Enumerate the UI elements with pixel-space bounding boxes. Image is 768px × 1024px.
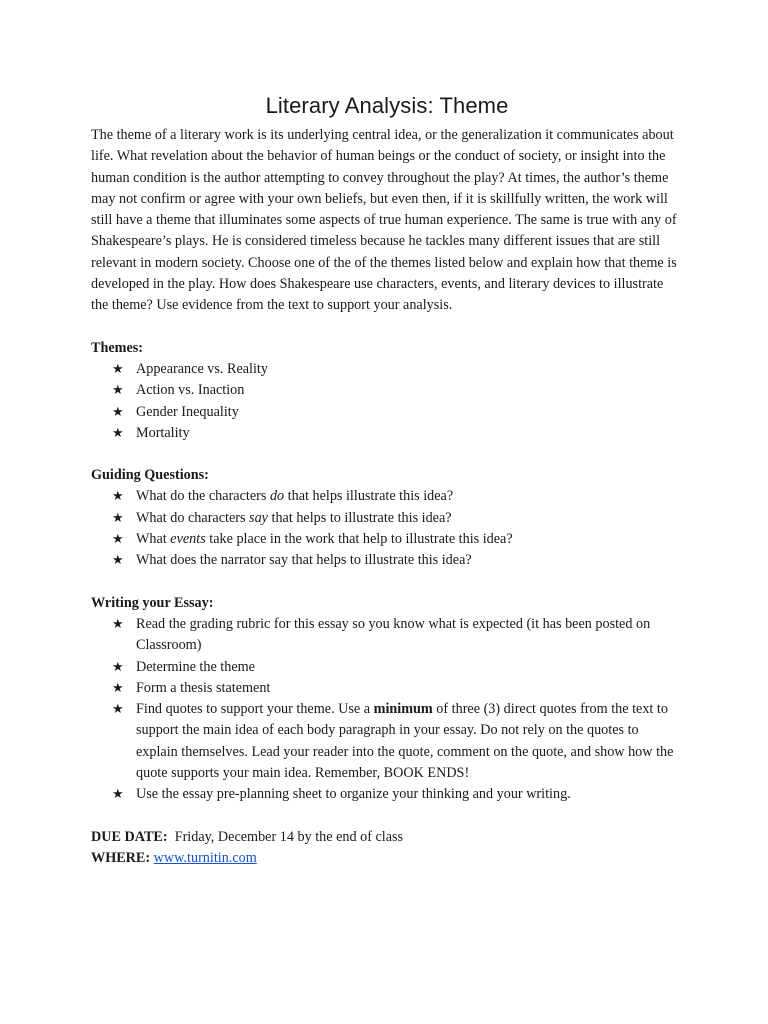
theme-item-text: Action vs. Inaction — [136, 382, 245, 399]
themes-list — [91, 359, 683, 444]
themes-heading: Themes: — [91, 339, 144, 356]
star-icon: ★ — [112, 383, 124, 399]
due-date-label: DUE DATE: — [91, 828, 168, 845]
page-title: Literary Analysis: Theme — [265, 93, 509, 118]
list-item — [91, 529, 683, 550]
question-emphasis: events — [170, 531, 206, 548]
star-icon: ★ — [112, 510, 124, 526]
writing-essay-heading: Writing your Essay: — [91, 594, 214, 611]
where-line — [91, 848, 683, 869]
question-text-after: that helps illustrate this idea? — [284, 488, 454, 505]
star-icon: ★ — [112, 616, 124, 632]
question-emphasis: say — [249, 509, 268, 526]
star-icon: ★ — [112, 425, 124, 441]
star-icon: ★ — [112, 553, 124, 569]
list-item — [91, 359, 683, 380]
turnitin-link[interactable]: www.turnitin.com — [153, 849, 257, 866]
step-text-before: Find quotes to support your theme. Use a — [136, 701, 374, 718]
document-page — [91, 92, 683, 869]
question-text-before: What — [136, 531, 171, 548]
list-item — [91, 678, 683, 699]
guiding-questions-heading: Guiding Questions: — [91, 467, 209, 484]
list-item — [91, 486, 683, 507]
due-date-line — [91, 827, 683, 848]
list-item — [91, 699, 683, 784]
question-emphasis: do — [269, 488, 285, 505]
question-text-before: What do characters — [136, 509, 250, 526]
step-text: Determine the theme — [136, 658, 255, 675]
list-item — [91, 784, 683, 805]
list-item — [91, 550, 683, 571]
guiding-questions-list — [91, 486, 683, 571]
list-item — [91, 508, 683, 529]
star-icon: ★ — [112, 361, 124, 377]
star-icon: ★ — [112, 787, 124, 803]
list-item — [91, 402, 683, 423]
star-icon: ★ — [112, 404, 124, 420]
list-item — [91, 657, 683, 678]
star-icon: ★ — [112, 680, 124, 696]
star-icon: ★ — [112, 489, 124, 505]
step-emphasis: minimum — [373, 701, 433, 718]
star-icon: ★ — [112, 702, 124, 718]
step-text: Read the grading rubric for this essay so you know what is expected (it has been posted on Classroom) — [136, 615, 651, 654]
question-text: What does the narrator say that helps to illustrate this idea? — [136, 552, 472, 569]
writing-steps-list — [91, 614, 683, 806]
question-text-after: that helps to illustrate this idea? — [267, 509, 452, 526]
list-item — [91, 380, 683, 401]
list-item — [91, 614, 683, 657]
step-text: Use the essay pre-planning sheet to organize your thinking and your writing. — [136, 786, 571, 803]
step-text: Form a thesis statement — [136, 679, 271, 696]
question-text-after: take place in the work that help to illustrate this idea? — [205, 531, 513, 548]
list-item — [91, 423, 683, 444]
where-label: WHERE: — [91, 849, 151, 866]
intro-paragraph: The theme of a literary work is its underlying central idea, or the generalization it communicates about life. What revelation about the behavior of human beings or the conduct of society, or insight into the human condition is the author attempting to convey throughout the play? At times, the author’s theme may not confirm or agree with your own beliefs, but even then, if it is skillfully written, the work will still have a theme that illuminates some aspects of true human experience. The same is true with any of Shakespeare’s plays. He is considered timeless because he tackles many different issues that are still relevant in modern society. Choose one of the of the themes listed below and explain how that theme is developed in the play. How does Shakespeare use characters, events, and literary devices to illustrate the theme? Use evidence from the text to support your analysis. — [91, 127, 677, 314]
star-icon: ★ — [112, 659, 124, 675]
theme-item-text: Mortality — [136, 424, 190, 441]
step-text-after: of three (3) direct quotes from the text to support the main idea of each body paragraph in your essay. Do not rely on the quotes to explain themselves. Lead your reader into the quote, comment on the quote, and show how the quote supports your main idea. Remember, BOOK ENDS! — [136, 701, 674, 782]
theme-item-text: Gender Inequality — [136, 403, 239, 420]
due-date-value: Friday, December 14 by the end of class — [167, 828, 404, 845]
question-text-before: What do the characters — [136, 488, 270, 505]
star-icon: ★ — [112, 532, 124, 548]
theme-item-text: Appearance vs. Reality — [136, 360, 268, 377]
